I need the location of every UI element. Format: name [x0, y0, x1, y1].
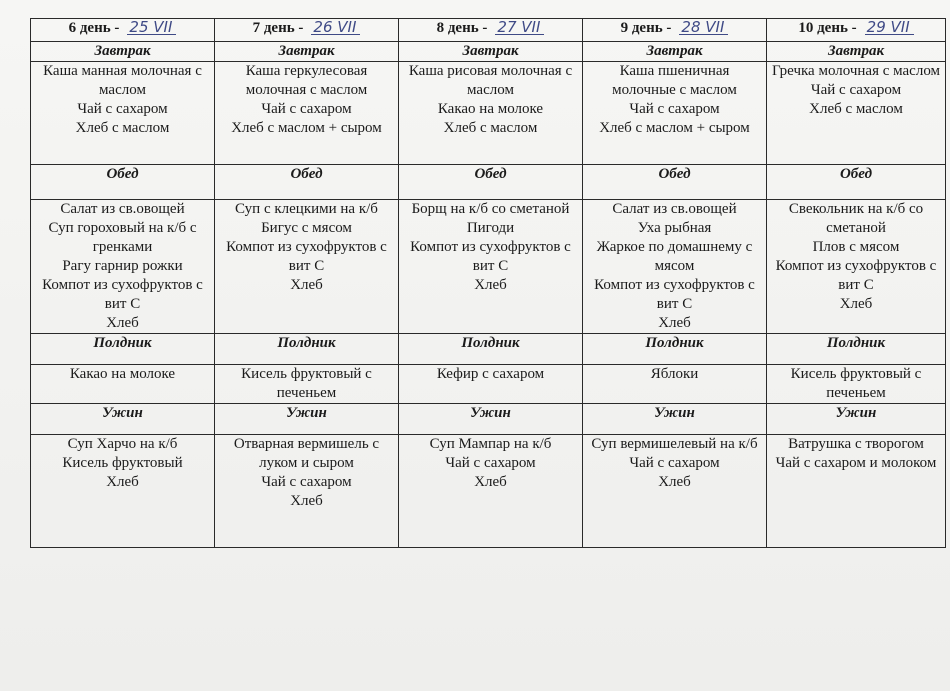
- dinner-dishes-cell: [399, 435, 583, 548]
- menu-table: [30, 18, 946, 548]
- dish-item: Кисель фруктовый: [62, 455, 183, 471]
- snack-heading: Полдник: [31, 334, 215, 365]
- lunch-heading: Обед: [767, 165, 946, 200]
- dish-item: Чай с сахаром: [77, 101, 168, 117]
- dish-item: Хлеб: [474, 277, 507, 293]
- dish-item: Суп вермишелевый на к/б: [591, 436, 758, 452]
- snack-dishes-cell: [399, 365, 583, 404]
- dish-item: Гречка молочная с маслом: [771, 63, 941, 79]
- day-header-cell: [583, 19, 767, 42]
- breakfast-heading: Завтрак: [399, 42, 583, 62]
- dish-item: Каша пшеничная молочные с маслом: [612, 63, 737, 98]
- breakfast-dishes-cell: [215, 62, 399, 165]
- dish-item: Кисель фруктовый с печеньем: [241, 366, 372, 401]
- dinner-dishes-cell: [583, 435, 767, 548]
- dish-item: Хлеб: [839, 296, 873, 312]
- dish-item: Бигус с мясом: [261, 220, 352, 236]
- lunch-dishes-cell: [767, 200, 946, 334]
- dish-item: Хлеб: [474, 474, 507, 490]
- dinner-heading: Ужин: [399, 404, 583, 435]
- dish-item: Хлеб с маслом: [443, 120, 538, 136]
- dish-item: Компот из сухофруктов с вит С: [775, 258, 937, 293]
- dish-item: Компот из сухофруктов с вит С: [594, 277, 755, 312]
- lunch-heading: Обед: [31, 165, 215, 200]
- dish-item: Отварная вермишель с луком и сыром: [233, 436, 380, 471]
- dish-item: Хлеб: [658, 315, 691, 331]
- snack-dishes-cell: [215, 365, 399, 404]
- dish-item: Чай с сахаром: [445, 455, 536, 471]
- breakfast-heading: Завтрак: [583, 42, 767, 62]
- dish-item: Уха рыбная: [637, 220, 712, 236]
- dish-item: Кефир с сахаром: [436, 366, 545, 382]
- dinner-dishes-cell: [767, 435, 946, 548]
- dish-item: Хлеб с маслом + сыром: [599, 120, 750, 136]
- dish-item: Хлеб с маслом: [809, 101, 903, 117]
- dinner-heading: Ужин: [583, 404, 767, 435]
- dish-item: Суп с клецкими на к/б: [235, 201, 378, 217]
- dinner-heading: Ужин: [215, 404, 399, 435]
- snack-dishes-cell: [31, 365, 215, 404]
- handwritten-date: 26 VII: [311, 20, 360, 35]
- lunch-heading: Обед: [215, 165, 399, 200]
- snack-heading: Полдник: [767, 334, 946, 365]
- snack-heading-row: [31, 334, 946, 365]
- handwritten-date: 29 VII: [865, 20, 914, 35]
- handwritten-date: 28 VII: [679, 20, 728, 35]
- day-label: 8 день -: [436, 20, 488, 36]
- dish-item: Какао на молоке: [437, 101, 544, 117]
- dinner-dishes-row: [31, 435, 946, 548]
- breakfast-dishes-cell: [399, 62, 583, 165]
- breakfast-heading-row: [31, 42, 946, 62]
- dinner-heading: Ужин: [31, 404, 215, 435]
- dish-item: Хлеб: [658, 474, 691, 490]
- day-header-cell: [215, 19, 399, 42]
- dish-item: Каша манная молочная с маслом: [43, 63, 202, 98]
- snack-heading: Полдник: [583, 334, 767, 365]
- dish-item: Компот из сухофруктов с вит С: [410, 239, 571, 274]
- dish-item: Пигоди: [466, 220, 515, 236]
- dish-item: Ватрушка с творогом: [788, 436, 924, 452]
- breakfast-dishes-cell: [31, 62, 215, 165]
- breakfast-dishes-cell: [583, 62, 767, 165]
- dish-item: Яблоки: [650, 366, 699, 382]
- day-label: 7 день -: [252, 20, 304, 36]
- dish-item: Компот из сухофруктов с вит С: [42, 277, 203, 312]
- dish-item: Чай с сахаром и молоком: [775, 455, 937, 471]
- dish-item: Хлеб: [106, 315, 139, 331]
- snack-dishes-row: [31, 365, 946, 404]
- snack-heading: Полдник: [399, 334, 583, 365]
- dish-item: Каша геркулесовая молочная с маслом: [245, 63, 368, 98]
- dish-item: Хлеб: [106, 474, 139, 490]
- dinner-dishes-cell: [31, 435, 215, 548]
- lunch-dishes-cell: [215, 200, 399, 334]
- breakfast-dishes-row: [31, 62, 946, 165]
- dish-item: Чай с сахаром: [629, 101, 720, 117]
- dish-item: Суп Харчо на к/б: [67, 436, 178, 452]
- handwritten-date: 27 VII: [495, 20, 544, 35]
- dish-item: Суп Мампар на к/б: [429, 436, 552, 452]
- handwritten-date: 25 VII: [127, 20, 176, 35]
- dish-item: Чай с сахаром: [629, 455, 720, 471]
- dish-item: Хлеб: [290, 277, 323, 293]
- breakfast-heading: Завтрак: [31, 42, 215, 62]
- dish-item: Каша рисовая молочная с маслом: [408, 63, 573, 98]
- lunch-heading: Обед: [583, 165, 767, 200]
- dish-item: Свекольник на к/б со сметаной: [788, 201, 924, 236]
- lunch-dishes-cell: [399, 200, 583, 334]
- dinner-heading-row: [31, 404, 946, 435]
- day-header-row: [31, 19, 946, 42]
- lunch-dishes-row: [31, 200, 946, 334]
- snack-dishes-cell: [767, 365, 946, 404]
- dish-item: Хлеб с маслом + сыром: [231, 120, 382, 136]
- day-label: 9 день -: [620, 20, 672, 36]
- dish-item: Чай с сахаром: [261, 101, 352, 117]
- lunch-heading: Обед: [399, 165, 583, 200]
- breakfast-dishes-cell: [767, 62, 946, 165]
- dish-item: Хлеб: [290, 493, 323, 509]
- dish-item: Компот из сухофруктов с вит С: [226, 239, 387, 274]
- dinner-heading: Ужин: [767, 404, 946, 435]
- dish-item: Салат из св.овощей: [60, 201, 185, 217]
- snack-dishes-cell: [583, 365, 767, 404]
- breakfast-heading: Завтрак: [215, 42, 399, 62]
- dish-item: Жаркое по домашнему с мясом: [596, 239, 753, 274]
- dinner-dishes-cell: [215, 435, 399, 548]
- snack-heading: Полдник: [215, 334, 399, 365]
- dish-item: Плов с мясом: [812, 239, 900, 255]
- day-label: 10 день -: [798, 20, 857, 36]
- dish-item: Кисель фруктовый с печеньем: [790, 366, 922, 401]
- dish-item: Борщ на к/б со сметаной: [411, 201, 570, 217]
- day-label: 6 день -: [68, 20, 120, 36]
- dish-item: Чай с сахаром: [810, 82, 902, 98]
- breakfast-heading: Завтрак: [767, 42, 946, 62]
- dish-item: Рагу гарнир рожки: [62, 258, 183, 274]
- dish-item: Какао на молоке: [69, 366, 176, 382]
- lunch-heading-row: [31, 165, 946, 200]
- dish-item: Салат из св.овощей: [612, 201, 737, 217]
- day-header-cell: [31, 19, 215, 42]
- dish-item: Хлеб с маслом: [75, 120, 170, 136]
- dish-item: Чай с сахаром: [261, 474, 352, 490]
- day-header-cell: [767, 19, 946, 42]
- day-header-cell: [399, 19, 583, 42]
- dish-item: Суп гороховый на к/б с гренками: [48, 220, 197, 255]
- lunch-dishes-cell: [31, 200, 215, 334]
- lunch-dishes-cell: [583, 200, 767, 334]
